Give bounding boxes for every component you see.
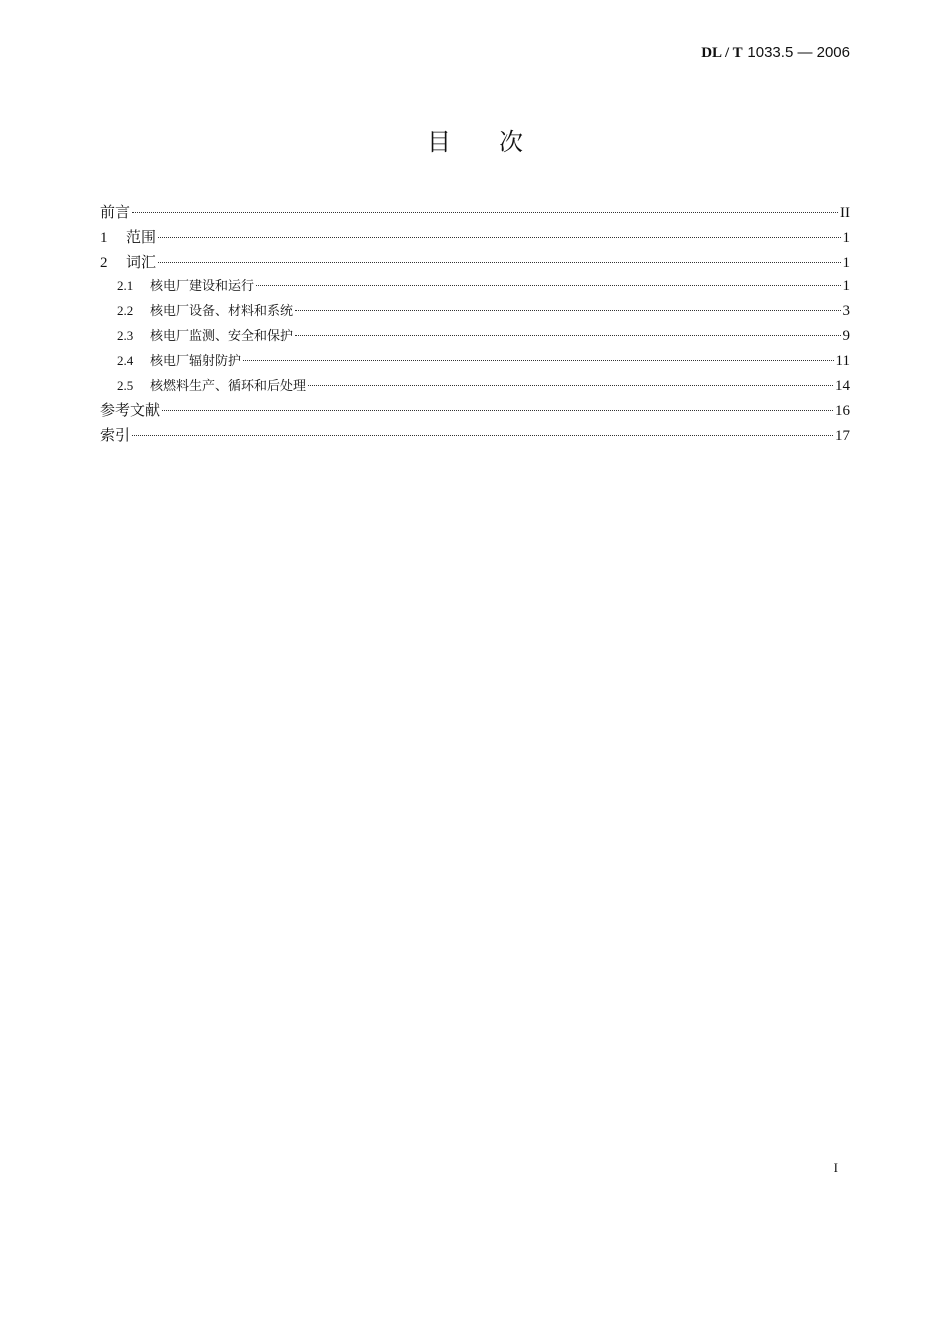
table-of-contents (100, 200, 850, 448)
toc-entry-scope[interactable] (100, 225, 850, 250)
toc-title: 目次 (427, 128, 571, 156)
toc-entry-number: 2.2 (117, 303, 134, 319)
toc-entry-label: 词汇 (126, 252, 157, 271)
standard-code (701, 43, 850, 62)
toc-entry-number: 2.3 (117, 327, 134, 343)
toc-entry-page: 1 (842, 254, 850, 271)
toc-entry-page: 17 (835, 428, 850, 445)
toc-entry-page: 3 (842, 303, 850, 320)
toc-entry-foreword[interactable] (100, 200, 850, 225)
toc-entry-page: 1 (842, 229, 850, 246)
toc-entry-2-3[interactable] (100, 324, 850, 349)
standard-number: 1033.5 — 2006 (747, 44, 850, 61)
toc-entry-number: 2.1 (117, 278, 134, 294)
toc-entry-number: 2.5 (117, 377, 134, 393)
toc-entry-2-1[interactable] (100, 274, 850, 299)
dot-leader (162, 410, 833, 411)
toc-entry-label: 核电厂监测、安全和保护 (150, 328, 294, 344)
toc-entry-page: 16 (835, 403, 850, 420)
toc-entry-number: 1 (100, 229, 108, 246)
toc-entry-label: 前言 (100, 203, 131, 221)
toc-entry-page: 14 (835, 377, 850, 394)
toc-entry-label: 核燃料生产、循环和后处理 (150, 378, 307, 394)
toc-entry-label: 核电厂辐射防护 (150, 353, 242, 369)
dot-leader (308, 385, 833, 386)
dot-leader (158, 262, 840, 263)
dot-leader (132, 212, 838, 213)
toc-entry-label: 范围 (126, 227, 157, 246)
toc-entry-number: 2 (100, 254, 108, 271)
dot-leader (132, 435, 833, 436)
toc-entry-2-5[interactable] (100, 374, 850, 399)
toc-entry-references[interactable] (100, 398, 850, 423)
toc-entry-label: 索引 (100, 426, 131, 445)
toc-entry-number: 2.4 (117, 352, 134, 368)
toc-entry-page: II (840, 205, 850, 221)
dot-leader (295, 310, 840, 311)
toc-entry-page: 1 (842, 278, 850, 295)
toc-entry-label: 参考文献 (100, 401, 161, 420)
toc-entry-label: 核电厂建设和运行 (150, 279, 255, 295)
standard-prefix: DL / T (701, 45, 743, 61)
toc-entry-page: 9 (842, 327, 850, 344)
dot-leader (295, 335, 840, 336)
toc-entry-page: 11 (835, 352, 850, 369)
dot-leader (243, 360, 834, 361)
dot-leader (158, 237, 840, 238)
toc-entry-index[interactable] (100, 423, 850, 448)
dot-leader (256, 285, 840, 286)
toc-entry-2-2[interactable] (100, 299, 850, 324)
toc-entry-label: 核电厂设备、材料和系统 (150, 304, 294, 320)
toc-entry-2-4[interactable] (100, 349, 850, 374)
page-number: I (833, 1160, 838, 1175)
toc-entry-vocabulary[interactable] (100, 250, 850, 275)
